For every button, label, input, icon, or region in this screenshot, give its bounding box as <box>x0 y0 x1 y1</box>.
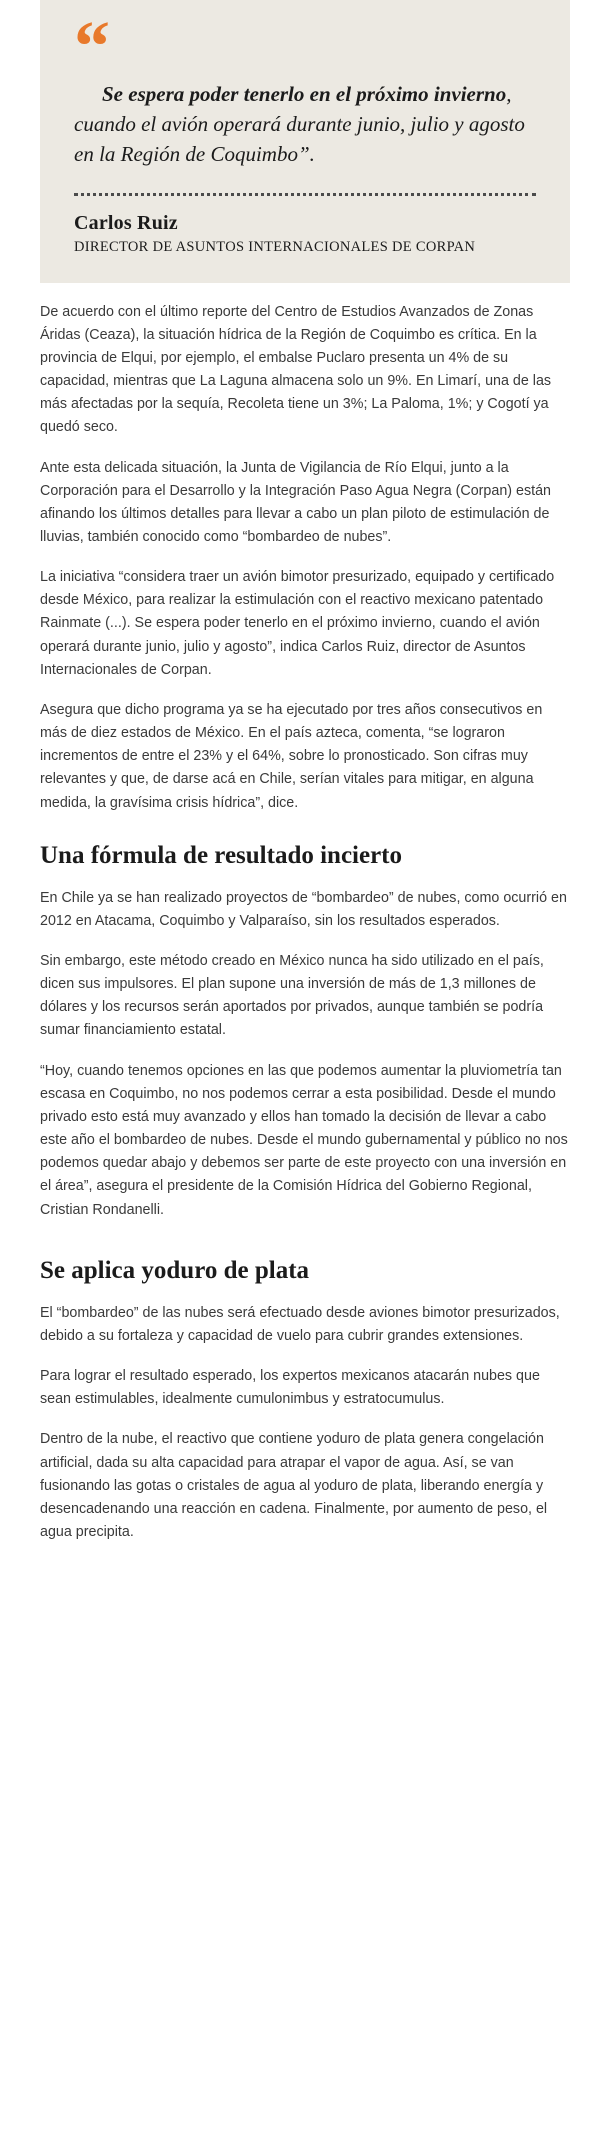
quote-mark-icon: “ <box>74 14 107 72</box>
paragraph: La iniciativa “considera traer un avión bimotor presurizado, equipado y certificado desde México, para realizar la estimulación con el reactivo mexicano patentado Rainmate (...). Se espera poder tenerlo en el próximo invierno, cuando el avión operará durante junio, julio y agosto”, indica Carlos Ruiz, director de Asuntos Internacionales de Corpan. <box>40 569 555 678</box>
paragraph: “Hoy, cuando tenemos opciones en las que podemos aumentar la pluviometría tan escasa en Coquimbo, no nos podemos cerrar a esta posibilidad. Desde el mundo privado esto está muy avanzado y ellos han tomado la decisión de llevar a cabo este año el bombardeo de nubes. Desde el mundo gubernamental y público no nos podemos quedar abajo y debemos ser parte de este proyecto con una inversión en el área”, asegura el presidente de la Comisión Hídrica del Gobierno Regional, Cristian Rondanelli. <box>40 1062 568 1218</box>
paragraph: Asegura que dicho programa ya se ha ejecutado por tres años consecutivos en más de diez estados de México. En el país azteca, comenta, “se lograron incrementos de entre el 23% y el 64%, sobre lo pronosticado. Son cifras muy relevantes y que, de darse acá en Chile, serían vitales para mitigar, en alguna medida, la gravísima crisis hídrica”, dice. <box>40 701 543 811</box>
paragraph: En Chile ya se han realizado proyectos de “bombardeo” de nubes, como ocurrió en 2012 en Atacama, Coquimbo y Valparaíso, sin los resultados esperados. <box>40 889 567 929</box>
section-heading-2: Se aplica yoduro de plata <box>40 1256 310 1284</box>
paragraph: Para lograr el resultado esperado, los expertos mexicanos atacarán nubes que sean estimulables, idealmente cumulonimbus y estratocumulus. <box>40 1368 540 1408</box>
article-body <box>0 283 610 1565</box>
quote-author-role: DIRECTOR DE ASUNTOS INTERNACIONALES DE CORPAN <box>74 239 476 256</box>
paragraph: El “bombardeo” de las nubes será efectuado desde aviones bimotor presurizados, debido a su fortaleza y capacidad de vuelo para cubrir grandes extensiones. <box>40 1304 560 1344</box>
paragraph: Ante esta delicada situación, la Junta de Vigilancia de Río Elqui, junto a la Corporación para el Desarrollo y la Integración Paso Agua Negra (Corpan) están afinando los últimos detalles para llevar a cabo un plan piloto de estimulación de lluvias, también conocido como “bombardeo de nubes”. <box>40 459 551 545</box>
paragraph: Dentro de la nube, el reactivo que contiene yoduro de plata genera congelación artificial, dada su alta capacidad para atrapar el vapor de agua. Así, se van fusionando las gotas o cristales de agua al yoduro de plata, liberando energía y desencadenando una reacción en cadena. Finalmente, por aumento de peso, el agua precipita. <box>40 1431 548 1540</box>
paragraph: Sin embargo, este método creado en México nunca ha sido utilizado en el país, dicen sus impulsores. El plan supone una inversión de más de 1,3 millones de dólares y los recursos serán aportados por privados, aunque también se podría sumar financiamiento estatal. <box>40 953 544 1039</box>
pull-quote-rest: , cuando el avión operará durante junio, julio y agosto en la Región de Coquimbo”. <box>74 82 525 166</box>
pull-quote-text <box>74 80 536 169</box>
pull-quote-block <box>40 0 570 283</box>
quote-author-name: Carlos Ruiz <box>74 212 178 235</box>
section-heading-1: Una fórmula de resultado incierto <box>40 841 403 869</box>
dotted-divider <box>74 193 536 196</box>
pull-quote-lead: Se espera poder tenerlo en el próximo invierno <box>102 82 507 106</box>
paragraph: De acuerdo con el último reporte del Centro de Estudios Avanzados de Zonas Áridas (Ceaza), la situación hídrica de la Región de Coquimbo es crítica. En la provincia de Elqui, por ejemplo, el embalse Puclaro presenta un 4% de su capacidad, mientras que La Laguna almacena solo un 9%. En Limarí, una de las más afectadas por la sequía, Recoleta tiene un 3%; La Paloma, 1%; y Cogotí ya quedó seco. <box>40 303 552 436</box>
